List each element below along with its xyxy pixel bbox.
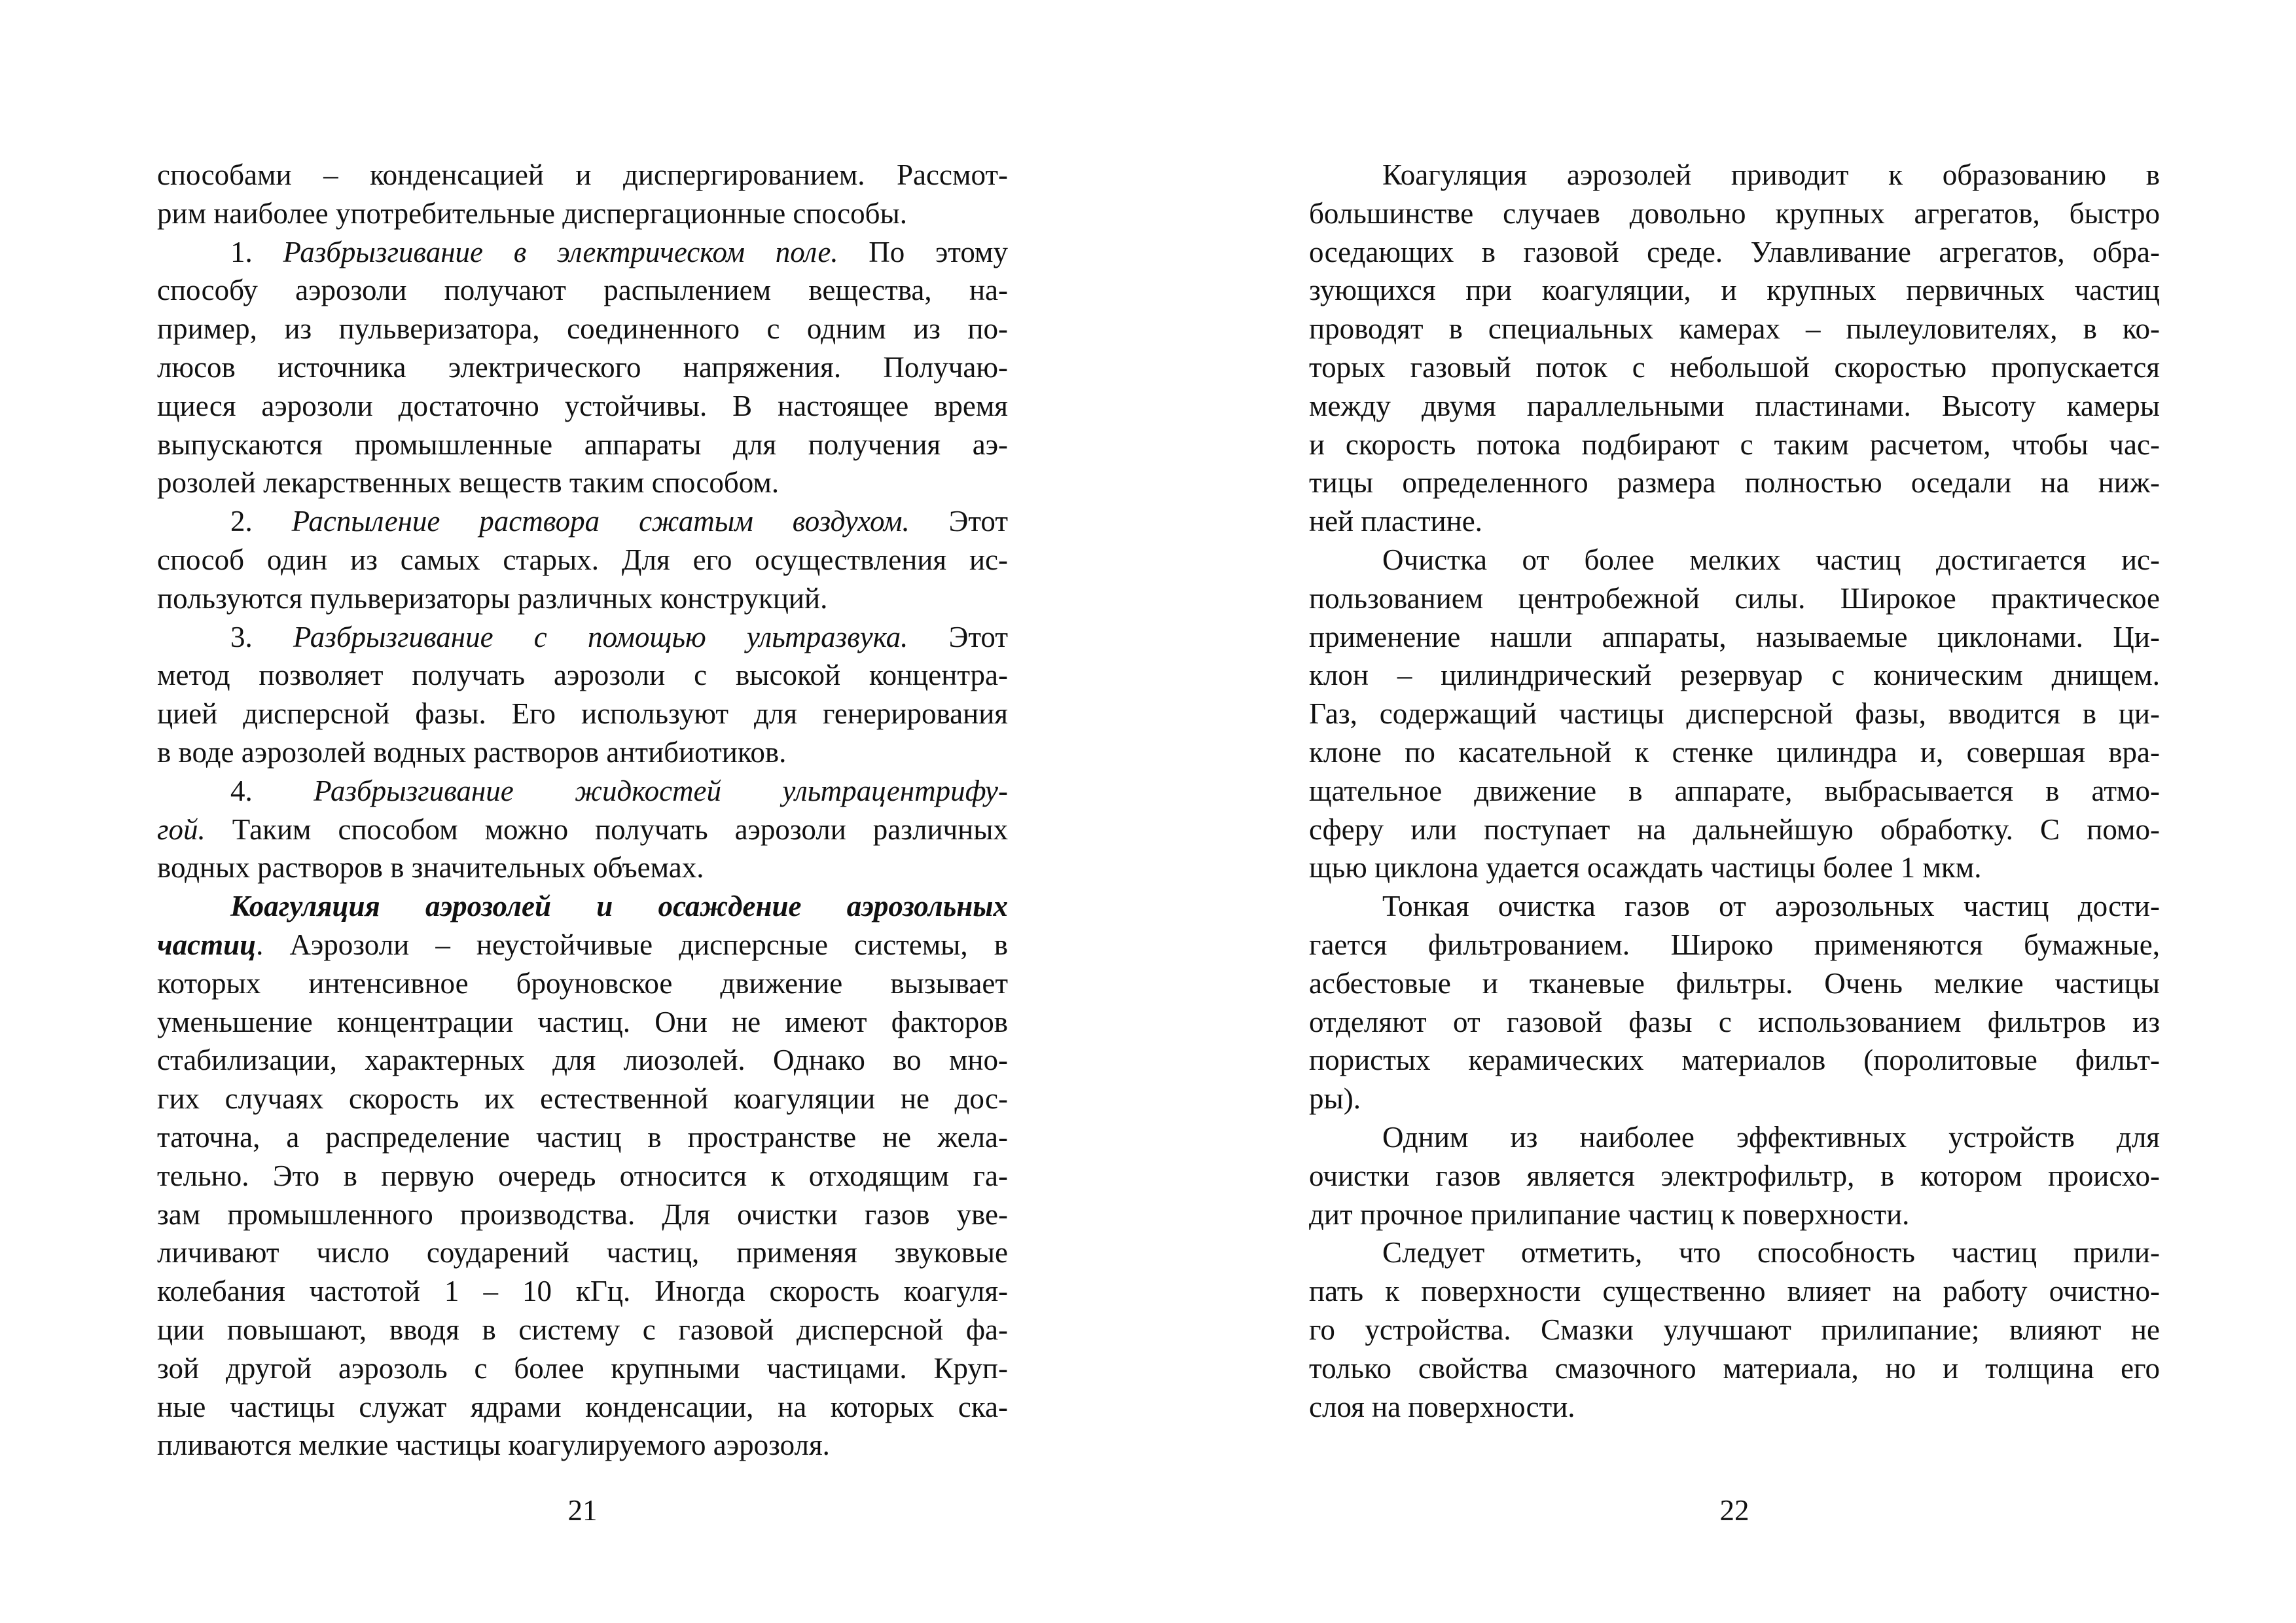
text-line <box>1309 926 2160 964</box>
text-line <box>1309 271 2160 310</box>
emphasized-text: частиц <box>157 928 257 961</box>
text-run: . Аэрозоли – неустойчивые дисперсные системы, в <box>256 928 1008 961</box>
text-line <box>157 656 1008 695</box>
text-line <box>157 156 1008 194</box>
text-line <box>1309 310 2160 348</box>
text-line <box>157 1311 1008 1349</box>
text-line <box>157 1041 1008 1080</box>
text-line <box>157 1272 1008 1311</box>
text-run: выпускаются промышленные аппараты для получения аэ- <box>157 428 1008 461</box>
text-run: клон – цилиндрический резервуар с коническим днищем. <box>1309 659 2160 692</box>
text-run: тельно. Это в первую очередь относится к отходящим га- <box>157 1159 1008 1192</box>
text-run: 2. <box>230 505 292 538</box>
text-run: люсов источника электрического напряжения. Получаю- <box>157 350 1008 384</box>
text-line <box>1309 1195 2160 1234</box>
text-line <box>157 194 1008 233</box>
text-line <box>157 464 1008 502</box>
text-run: слоя на поверхности. <box>1309 1390 1575 1423</box>
text-run: уменьшение концентрации частиц. Они не имеют факторов <box>157 1005 1008 1038</box>
text-run: 3. <box>230 620 293 653</box>
emphasized-text: Разбрызгивание в электрическом поле. <box>283 235 838 268</box>
text-run: Одним из наиболее эффективных устройств для <box>1382 1120 2160 1154</box>
text-run: метод позволяет получать аэрозоли с высокой концентра- <box>157 659 1008 692</box>
text-run: таточна, а распределение частиц в пространстве не жела- <box>157 1120 1008 1154</box>
text-line <box>1309 1157 2160 1195</box>
text-line <box>157 348 1008 387</box>
text-line <box>1309 502 2160 541</box>
text-run: пользуются пульверизаторы различных конструкций. <box>157 581 828 615</box>
text-line <box>157 1118 1008 1157</box>
text-run: большинстве случаев довольно крупных агрегатов, быстро <box>1309 196 2160 230</box>
text-line <box>1309 1080 2160 1118</box>
text-run: зующихся при коагуляции, и крупных первичных частиц <box>1309 274 2160 307</box>
text-line <box>1309 194 2160 233</box>
text-line <box>157 1195 1008 1234</box>
text-run: отделяют от газовой фазы с использованием фильтров из <box>1309 1005 2160 1038</box>
text-line <box>1309 387 2160 426</box>
text-line <box>1309 811 2160 849</box>
text-run: По этому <box>838 235 1008 268</box>
text-run: гих случаях скорость их естественной коагуляции не дос- <box>157 1082 1008 1116</box>
text-line <box>1309 848 2160 887</box>
text-line <box>1309 1118 2160 1157</box>
text-run: пользованием центробежной силы. Широкое практическое <box>1309 581 2160 615</box>
text-line <box>1309 618 2160 657</box>
text-run: в воде аэрозолей водных растворов антибиотиков. <box>157 735 787 769</box>
text-run: колебания частотой 1 – 10 кГц. Иногда скорость коагуля- <box>157 1275 1008 1308</box>
text-run: пать к поверхности существенно влияет на работу очистно- <box>1309 1275 2160 1308</box>
text-run: очистки газов является электрофильтр, в котором происхо- <box>1309 1159 2160 1192</box>
text-line <box>1309 579 2160 618</box>
text-line <box>1309 541 2160 579</box>
text-line <box>157 695 1008 733</box>
text-line <box>1309 1041 2160 1080</box>
right-page-text <box>1309 156 2160 1426</box>
emphasized-text: Коагуляция аэрозолей и осаждение аэрозольных <box>230 890 1008 923</box>
text-run: ции повышают, вводя в систему с газовой дисперсной фа- <box>157 1313 1008 1346</box>
text-line <box>157 733 1008 772</box>
text-run: пористых керамических материалов (поролитовые фильт- <box>1309 1044 2160 1077</box>
text-run: проводят в специальных камерах – пылеуловителях, в ко- <box>1309 312 2160 346</box>
text-run: торых газовый поток с небольшой скоростью пропускается <box>1309 350 2160 384</box>
text-line <box>1309 772 2160 811</box>
text-line <box>157 271 1008 310</box>
text-line <box>157 772 1008 811</box>
text-run: способу аэрозоли получают распылением вещества, на- <box>157 274 1008 307</box>
text-run: щательное движение в аппарате, выбрасывается в атмо- <box>1309 774 2160 807</box>
text-run: 1. <box>230 235 283 268</box>
text-line <box>1309 1233 2160 1272</box>
text-run: и скорость потока подбирают с таким расчетом, чтобы час- <box>1309 428 2160 461</box>
text-run: способ один из самых старых. Для его осуществления ис- <box>157 543 1008 576</box>
text-run: зам промышленного производства. Для очистки газов уве- <box>157 1197 1008 1231</box>
text-line <box>157 887 1008 926</box>
text-run: ры). <box>1309 1082 1361 1116</box>
text-line <box>157 426 1008 464</box>
text-line <box>157 579 1008 618</box>
text-run: го устройства. Смазки улучшают прилипание; влияют не <box>1309 1313 2160 1346</box>
page-number-left: 21 <box>567 1494 598 1527</box>
emphasized-text: Распыление раствора сжатым воздухом. <box>291 505 910 538</box>
text-run: личивают число соударений частиц, применяя звуковые <box>157 1236 1008 1269</box>
text-line <box>157 1003 1008 1042</box>
text-run: Этот <box>908 620 1009 653</box>
text-run: дит прочное прилипание частиц к поверхности. <box>1309 1197 1910 1231</box>
text-run: зой другой аэрозоль с более крупными частицами. Круп- <box>157 1351 1008 1385</box>
text-run: Коагуляция аэрозолей приводит к образованию в <box>1382 158 2160 191</box>
text-line <box>157 1233 1008 1272</box>
text-run: гается фильтрованием. Широко применяются бумажные, <box>1309 928 2160 961</box>
text-run: Газ, содержащий частицы дисперсной фазы, вводится в ци- <box>1309 697 2160 731</box>
text-line <box>1309 1003 2160 1042</box>
text-run: щью циклона удается осаждать частицы более 1 мкм. <box>1309 851 1982 884</box>
text-line <box>1309 233 2160 272</box>
text-line <box>1309 964 2160 1003</box>
text-line <box>1309 1311 2160 1349</box>
text-line <box>157 502 1008 541</box>
text-line <box>157 1080 1008 1118</box>
text-line <box>1309 156 2160 194</box>
text-run: которых интенсивное броуновское движение вызывает <box>157 966 1008 1000</box>
text-line <box>157 387 1008 426</box>
text-run: Очистка от более мелких частиц достигается ис- <box>1382 543 2160 576</box>
text-run: 4. <box>230 774 314 807</box>
text-run: оседающих в газовой среде. Улавливание агрегатов, обра- <box>1309 235 2160 268</box>
text-run: пример, из пульверизатора, соединенного с одним из по- <box>157 312 1008 346</box>
text-line <box>1309 887 2160 926</box>
text-line <box>1309 464 2160 502</box>
text-line <box>1309 348 2160 387</box>
text-line <box>157 541 1008 579</box>
text-run: применение нашли аппараты, называемые циклонами. Ци- <box>1309 620 2160 653</box>
text-line <box>157 233 1008 272</box>
text-run: Этот <box>909 505 1009 538</box>
text-line <box>1309 695 2160 733</box>
text-line <box>1309 1388 2160 1427</box>
text-run: ные частицы служат ядрами конденсации, на которых ска- <box>157 1390 1008 1423</box>
text-run: сферу или поступает на дальнейшую обработку. С помо- <box>1309 812 2160 846</box>
text-line <box>157 1426 1008 1465</box>
text-run: рим наиболее употребительные диспергационные способы. <box>157 196 907 230</box>
emphasized-text: гой. <box>157 812 206 846</box>
text-line <box>157 1388 1008 1427</box>
text-run: между двумя параллельными пластинами. Высоту камеры <box>1309 389 2160 422</box>
left-page-text <box>157 156 1008 1465</box>
text-line <box>157 811 1008 849</box>
text-line <box>157 926 1008 964</box>
text-run: способами – конденсацией и диспергированием. Рассмот- <box>157 158 1008 191</box>
text-line <box>1309 1349 2160 1388</box>
text-run: клоне по касательной к стенке цилиндра и, совершая вра- <box>1309 735 2160 769</box>
text-run: щиеся аэрозоли достаточно устойчивы. В настоящее время <box>157 389 1008 422</box>
text-line <box>157 310 1008 348</box>
text-run: Тонкая очистка газов от аэрозольных частиц дости- <box>1382 890 2160 923</box>
text-run: только свойства смазочного материала, но и толщина его <box>1309 1351 2160 1385</box>
page-number-right: 22 <box>1719 1494 1749 1527</box>
emphasized-text: Разбрызгивание жидкостей ультрацентрифу- <box>314 774 1008 807</box>
text-run: Следует отметить, что способность частиц прили- <box>1382 1236 2160 1269</box>
emphasized-text: Разбрызгивание с помощью ультразвука. <box>293 620 908 653</box>
text-run: тицы определенного размера полностью оседали на ниж- <box>1309 466 2160 500</box>
text-line <box>157 1349 1008 1388</box>
text-run: стабилизации, характерных для лиозолей. Однако во мно- <box>157 1044 1008 1077</box>
text-line <box>157 1157 1008 1195</box>
text-run: пливаются мелкие частицы коагулируемого аэрозоля. <box>157 1429 830 1462</box>
text-line <box>157 618 1008 657</box>
text-run: цией дисперсной фазы. Его используют для генерирования <box>157 697 1008 731</box>
text-line <box>157 848 1008 887</box>
text-line <box>157 964 1008 1003</box>
text-line <box>1309 426 2160 464</box>
text-run: асбестовые и тканевые фильтры. Очень мелкие частицы <box>1309 966 2160 1000</box>
text-line <box>1309 1272 2160 1311</box>
text-line <box>1309 733 2160 772</box>
text-line <box>1309 656 2160 695</box>
text-run: водных растворов в значительных объемах. <box>157 851 704 884</box>
text-run: Таким способом можно получать аэрозоли различных <box>205 812 1008 846</box>
text-run: ней пластине. <box>1309 505 1482 538</box>
text-run: розолей лекарственных веществ таким способом. <box>157 466 780 500</box>
